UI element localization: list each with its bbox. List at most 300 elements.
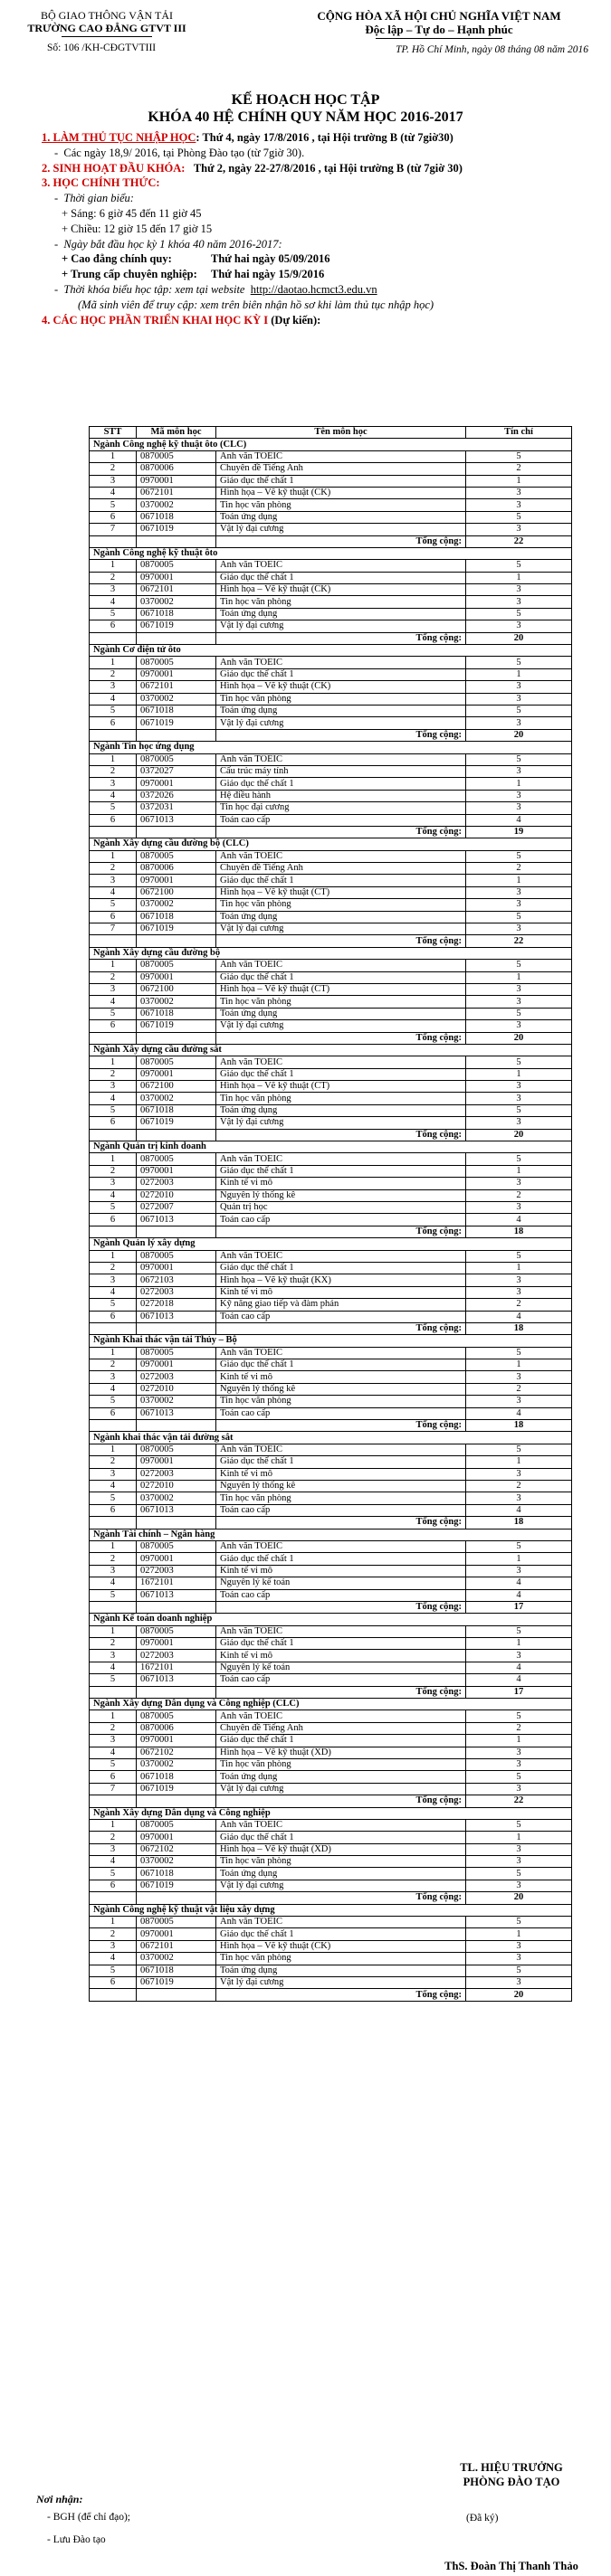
course-name: Tin học văn phòng bbox=[216, 899, 466, 911]
course-code: 0370002 bbox=[137, 996, 216, 1008]
course-name: Giáo dục thể chất 1 bbox=[216, 572, 466, 583]
course-credits: 3 bbox=[466, 790, 572, 801]
course-stt: 5 bbox=[90, 1965, 137, 1976]
group-name: Ngành Kế toán doanh nghiệp bbox=[90, 1614, 572, 1625]
course-code: 0671019 bbox=[137, 923, 216, 935]
course-row bbox=[90, 1868, 572, 1880]
course-credits: 3 bbox=[466, 584, 572, 596]
course-credits: 1 bbox=[466, 1832, 572, 1843]
course-name: Tin học văn phòng bbox=[216, 1758, 466, 1770]
course-stt: 7 bbox=[90, 1783, 137, 1795]
national-motto: Độc lập – Tự do – Hạnh phúc bbox=[365, 23, 513, 36]
course-row bbox=[90, 1540, 572, 1552]
course-credits: 5 bbox=[466, 1347, 572, 1359]
document-number: Số: 106 /KH-CĐGTVTIII bbox=[47, 43, 157, 53]
course-stt: 6 bbox=[90, 1407, 137, 1419]
course-stt: 6 bbox=[90, 911, 137, 923]
course-row bbox=[90, 899, 572, 911]
course-row bbox=[90, 1311, 572, 1322]
course-row bbox=[90, 1081, 572, 1093]
item-enrollment-text: : Thứ 4, ngày 17/8/2016 , tại Hội trường B (từ 7giờ30) bbox=[196, 131, 453, 144]
course-row bbox=[90, 1589, 572, 1601]
course-row bbox=[90, 1638, 572, 1650]
group-name: Ngành Tin học ứng dụng bbox=[90, 742, 572, 753]
course-name: Vật lý đại cương bbox=[216, 620, 466, 632]
total-credits: 18 bbox=[466, 1517, 572, 1529]
issuer-block bbox=[16, 9, 197, 53]
course-row bbox=[90, 1383, 572, 1395]
total-spacer bbox=[90, 1129, 137, 1141]
group-name: Ngành Xây dựng Dân dụng và Công nghiệp (CLC) bbox=[90, 1699, 572, 1710]
course-code: 0970001 bbox=[137, 1456, 216, 1468]
course-stt: 2 bbox=[90, 572, 137, 583]
course-code: 0870005 bbox=[137, 1250, 216, 1262]
course-stt: 2 bbox=[90, 1165, 137, 1177]
course-code: 0870005 bbox=[137, 657, 216, 668]
course-code: 0870005 bbox=[137, 450, 216, 462]
total-row bbox=[90, 632, 572, 644]
course-credits: 5 bbox=[466, 1250, 572, 1262]
course-stt: 3 bbox=[90, 983, 137, 995]
course-code: 0370002 bbox=[137, 1953, 216, 1965]
total-credits: 20 bbox=[466, 1892, 572, 1904]
timetable-label: - Thời gian biểu: bbox=[54, 192, 134, 205]
course-credits: 3 bbox=[466, 1758, 572, 1770]
course-credits: 1 bbox=[466, 1735, 572, 1747]
course-code: 0970001 bbox=[137, 1165, 216, 1177]
total-row bbox=[90, 729, 572, 741]
course-credits: 4 bbox=[466, 1214, 572, 1226]
course-row bbox=[90, 814, 572, 826]
course-code: 0671019 bbox=[137, 524, 216, 535]
item-orientation bbox=[42, 161, 603, 176]
course-name: Tin học văn phòng bbox=[216, 1856, 466, 1868]
title-line-1: KẾ HOẠCH HỌC TẬP bbox=[231, 92, 380, 108]
course-code: 0272003 bbox=[137, 1178, 216, 1189]
course-code: 0671019 bbox=[137, 1020, 216, 1032]
total-spacer bbox=[137, 1686, 216, 1698]
course-code: 0370002 bbox=[137, 1396, 216, 1407]
course-code: 0272007 bbox=[137, 1202, 216, 1214]
course-stt: 5 bbox=[90, 1492, 137, 1504]
course-row bbox=[90, 1492, 572, 1504]
signer-title: TL. HIỆU TRƯỞNG PHÒNG ĐÀO TẠO bbox=[460, 2461, 563, 2488]
total-row bbox=[90, 1517, 572, 1529]
total-spacer bbox=[90, 1322, 137, 1334]
course-row bbox=[90, 863, 572, 875]
course-row bbox=[90, 1843, 572, 1855]
course-row bbox=[90, 850, 572, 862]
course-name: Kinh tế vi mô bbox=[216, 1286, 466, 1298]
course-code: 0870005 bbox=[137, 1710, 216, 1722]
item-orientation-label: 2. SINH HOẠT ĐẦU KHÓA: bbox=[42, 161, 186, 175]
course-stt: 6 bbox=[90, 1880, 137, 1891]
total-spacer bbox=[90, 729, 137, 741]
course-stt: 1 bbox=[90, 1444, 137, 1455]
total-credits: 17 bbox=[466, 1686, 572, 1698]
course-stt: 3 bbox=[90, 1843, 137, 1855]
course-credits: 3 bbox=[466, 1783, 572, 1795]
course-name: Kinh tế vi mô bbox=[216, 1178, 466, 1189]
course-code: 0970001 bbox=[137, 1638, 216, 1650]
course-credits: 1 bbox=[466, 1456, 572, 1468]
course-code: 0370002 bbox=[137, 596, 216, 608]
course-credits: 3 bbox=[466, 1117, 572, 1129]
course-credits: 5 bbox=[466, 511, 572, 523]
total-spacer bbox=[90, 1032, 137, 1044]
course-credits: 5 bbox=[466, 1917, 572, 1928]
course-code: 0671018 bbox=[137, 511, 216, 523]
course-name: Giáo dục thể chất 1 bbox=[216, 668, 466, 680]
group-name: Ngành Cơ điện tử ôto bbox=[90, 645, 572, 657]
course-name: Quản trị học bbox=[216, 1202, 466, 1214]
course-code: 0370002 bbox=[137, 693, 216, 705]
course-stt: 3 bbox=[90, 875, 137, 886]
college-start: + Cao đẳng chính quy: Thứ hai ngày 05/09/2016 bbox=[62, 252, 330, 266]
course-stt: 5 bbox=[90, 1758, 137, 1770]
course-row bbox=[90, 1735, 572, 1747]
signer-name: ThS. Đoàn Thị Thanh Thảo bbox=[444, 2560, 578, 2572]
course-row bbox=[90, 1674, 572, 1686]
course-row bbox=[90, 1202, 572, 1214]
course-row bbox=[90, 1783, 572, 1795]
national-motto-block bbox=[272, 9, 606, 55]
course-stt: 4 bbox=[90, 487, 137, 498]
course-credits: 3 bbox=[466, 1202, 572, 1214]
course-row bbox=[90, 923, 572, 935]
course-name: Chuyên đề Tiếng Anh bbox=[216, 1722, 466, 1734]
course-row bbox=[90, 668, 572, 680]
total-credits: 20 bbox=[466, 1129, 572, 1141]
total-row bbox=[90, 1420, 572, 1432]
course-credits: 2 bbox=[466, 1299, 572, 1311]
course-credits: 2 bbox=[466, 1480, 572, 1492]
course-stt: 1 bbox=[90, 1347, 137, 1359]
course-credits: 1 bbox=[466, 778, 572, 790]
course-stt: 3 bbox=[90, 1178, 137, 1189]
course-name: Vật lý đại cương bbox=[216, 717, 466, 729]
course-row bbox=[90, 1250, 572, 1262]
course-credits: 5 bbox=[466, 608, 572, 620]
course-code: 0372027 bbox=[137, 765, 216, 777]
course-credits: 5 bbox=[466, 1104, 572, 1116]
course-name: Hình họa – Vẽ kỹ thuật (CK) bbox=[216, 681, 466, 693]
course-name: Chuyên đề Tiếng Anh bbox=[216, 863, 466, 875]
course-row bbox=[90, 886, 572, 898]
course-code: 0370002 bbox=[137, 1856, 216, 1868]
course-row bbox=[90, 1104, 572, 1116]
course-credits: 3 bbox=[466, 923, 572, 935]
course-credits: 3 bbox=[466, 1940, 572, 1952]
course-code: 0372031 bbox=[137, 802, 216, 814]
course-stt: 1 bbox=[90, 1710, 137, 1722]
course-row bbox=[90, 1577, 572, 1589]
course-stt: 4 bbox=[90, 693, 137, 705]
course-name: Giáo dục thể chất 1 bbox=[216, 971, 466, 983]
course-code: 0870006 bbox=[137, 863, 216, 875]
course-credits: 2 bbox=[466, 1383, 572, 1395]
course-credits: 5 bbox=[466, 1008, 572, 1019]
total-row bbox=[90, 1601, 572, 1613]
course-credits: 5 bbox=[466, 911, 572, 923]
course-credits: 1 bbox=[466, 1262, 572, 1274]
course-code: 0671018 bbox=[137, 1868, 216, 1880]
course-credits: 2 bbox=[466, 863, 572, 875]
course-code: 0272010 bbox=[137, 1383, 216, 1395]
course-row bbox=[90, 1625, 572, 1637]
course-row bbox=[90, 1977, 572, 1989]
course-code: 0672101 bbox=[137, 1940, 216, 1952]
total-row bbox=[90, 1795, 572, 1807]
plan-items bbox=[42, 130, 603, 327]
course-credits: 3 bbox=[466, 1274, 572, 1286]
total-spacer bbox=[137, 1322, 216, 1334]
course-row bbox=[90, 475, 572, 487]
course-code: 0672102 bbox=[137, 1843, 216, 1855]
course-name: Kỹ năng giao tiếp và đàm phán bbox=[216, 1299, 466, 1311]
course-code: 0372026 bbox=[137, 790, 216, 801]
semester-start-line: - Ngày bắt đầu học kỳ 1 khóa 40 năm 2016-2017: bbox=[54, 237, 282, 251]
course-credits: 5 bbox=[466, 1056, 572, 1068]
course-name: Anh văn TOEIC bbox=[216, 1347, 466, 1359]
course-stt: 5 bbox=[90, 899, 137, 911]
course-code: 0671019 bbox=[137, 1977, 216, 1989]
item-courses bbox=[42, 313, 603, 328]
course-stt: 5 bbox=[90, 608, 137, 620]
course-code: 0870005 bbox=[137, 1819, 216, 1831]
course-stt: 5 bbox=[90, 1202, 137, 1214]
document-title bbox=[0, 91, 611, 126]
course-code: 0870005 bbox=[137, 753, 216, 765]
course-code: 0970001 bbox=[137, 1262, 216, 1274]
student-id-note: (Mã sinh viên để truy cập: xem trên biên nhận hồ sơ khi làm thủ tục nhập học) bbox=[78, 298, 434, 311]
course-row bbox=[90, 1832, 572, 1843]
course-name: Toán cao cấp bbox=[216, 1504, 466, 1516]
course-code: 0970001 bbox=[137, 971, 216, 983]
course-row bbox=[90, 1274, 572, 1286]
document-header bbox=[0, 9, 611, 85]
recipient-archive: - Lưu Đào tạo bbox=[47, 2534, 106, 2545]
course-credits: 5 bbox=[466, 1444, 572, 1455]
course-stt: 3 bbox=[90, 1081, 137, 1093]
group-row bbox=[90, 1699, 572, 1710]
course-stt: 3 bbox=[90, 1468, 137, 1480]
total-row bbox=[90, 1226, 572, 1237]
course-name: Hình họa – Vẽ kỹ thuật (KX) bbox=[216, 1274, 466, 1286]
course-row bbox=[90, 911, 572, 923]
total-row bbox=[90, 826, 572, 838]
course-credits: 5 bbox=[466, 1965, 572, 1976]
course-row bbox=[90, 765, 572, 777]
course-plan-table bbox=[89, 426, 572, 2002]
course-code: 0870005 bbox=[137, 1153, 216, 1165]
course-code: 0671013 bbox=[137, 1407, 216, 1419]
course-name: Vật lý đại cương bbox=[216, 1880, 466, 1891]
course-stt: 2 bbox=[90, 863, 137, 875]
course-credits: 3 bbox=[466, 717, 572, 729]
course-stt: 6 bbox=[90, 1214, 137, 1226]
course-credits: 3 bbox=[466, 1565, 572, 1577]
total-label: Tổng cộng: bbox=[216, 1322, 466, 1334]
course-stt: 2 bbox=[90, 1359, 137, 1371]
course-row bbox=[90, 1262, 572, 1274]
course-row bbox=[90, 681, 572, 693]
course-row bbox=[90, 1020, 572, 1032]
course-name: Anh văn TOEIC bbox=[216, 1250, 466, 1262]
course-name: Toán cao cấp bbox=[216, 1674, 466, 1686]
course-stt: 1 bbox=[90, 657, 137, 668]
course-credits: 5 bbox=[466, 1153, 572, 1165]
course-credits: 4 bbox=[466, 1577, 572, 1589]
group-row bbox=[90, 1432, 572, 1444]
course-stt: 5 bbox=[90, 1589, 137, 1601]
course-name: Nguyên lý thống kê bbox=[216, 1189, 466, 1201]
item-enrollment-sub: - Các ngày 18,9/ 2016, tại Phòng Đào tạo (từ 7giờ 30). bbox=[54, 146, 305, 159]
course-name: Toán cao cấp bbox=[216, 1214, 466, 1226]
course-credits: 3 bbox=[466, 1371, 572, 1383]
course-credits: 5 bbox=[466, 560, 572, 572]
course-row bbox=[90, 1165, 572, 1177]
course-row bbox=[90, 996, 572, 1008]
course-name: Hệ điều hành bbox=[216, 790, 466, 801]
course-stt: 3 bbox=[90, 1735, 137, 1747]
group-row bbox=[90, 1614, 572, 1625]
course-code: 1672101 bbox=[137, 1662, 216, 1673]
course-row bbox=[90, 1286, 572, 1298]
course-row bbox=[90, 524, 572, 535]
course-code: 0370002 bbox=[137, 499, 216, 511]
course-code: 0970001 bbox=[137, 1553, 216, 1565]
course-credits: 3 bbox=[466, 1020, 572, 1032]
total-label: Tổng cộng: bbox=[216, 1686, 466, 1698]
timetable-link[interactable]: http://daotao.hcmct3.edu.vn bbox=[250, 282, 377, 296]
course-credits: 4 bbox=[466, 814, 572, 826]
course-code: 0671018 bbox=[137, 608, 216, 620]
course-name: Giáo dục thể chất 1 bbox=[216, 1165, 466, 1177]
course-stt: 3 bbox=[90, 778, 137, 790]
course-name: Cấu trúc máy tính bbox=[216, 765, 466, 777]
course-stt: 6 bbox=[90, 620, 137, 632]
course-stt: 7 bbox=[90, 923, 137, 935]
course-row bbox=[90, 657, 572, 668]
total-row bbox=[90, 535, 572, 547]
total-spacer bbox=[137, 1601, 216, 1613]
course-row bbox=[90, 971, 572, 983]
total-spacer bbox=[137, 1032, 216, 1044]
course-name: Anh văn TOEIC bbox=[216, 1056, 466, 1068]
course-code: 0272003 bbox=[137, 1468, 216, 1480]
course-code: 0870005 bbox=[137, 1540, 216, 1552]
course-stt: 5 bbox=[90, 1299, 137, 1311]
course-code: 0870005 bbox=[137, 850, 216, 862]
course-row bbox=[90, 753, 572, 765]
course-row bbox=[90, 717, 572, 729]
total-spacer bbox=[137, 632, 216, 644]
course-row bbox=[90, 450, 572, 462]
course-name: Toán ứng dụng bbox=[216, 911, 466, 923]
group-row bbox=[90, 1238, 572, 1250]
course-code: 0870005 bbox=[137, 1917, 216, 1928]
course-credits: 1 bbox=[466, 1553, 572, 1565]
course-name: Hình họa – Vẽ kỹ thuật (CK) bbox=[216, 1940, 466, 1952]
course-stt: 4 bbox=[90, 1662, 137, 1673]
course-credits: 5 bbox=[466, 960, 572, 971]
total-spacer bbox=[137, 826, 216, 838]
course-code: 0870005 bbox=[137, 1625, 216, 1637]
course-name: Anh văn TOEIC bbox=[216, 1819, 466, 1831]
course-row bbox=[90, 1771, 572, 1783]
course-code: 0970001 bbox=[137, 1928, 216, 1940]
total-spacer bbox=[137, 1129, 216, 1141]
course-code: 0672100 bbox=[137, 886, 216, 898]
course-code: 0672101 bbox=[137, 584, 216, 596]
course-row bbox=[90, 1407, 572, 1419]
issuer-underline bbox=[62, 36, 152, 37]
course-code: 0370002 bbox=[137, 1758, 216, 1770]
course-row bbox=[90, 620, 572, 632]
course-row bbox=[90, 802, 572, 814]
course-code: 0671013 bbox=[137, 1311, 216, 1322]
course-credits: 3 bbox=[466, 1468, 572, 1480]
recipients-label: Nơi nhận: bbox=[36, 2493, 83, 2505]
course-credits: 1 bbox=[466, 1928, 572, 1940]
course-stt: 2 bbox=[90, 1456, 137, 1468]
total-spacer bbox=[137, 1892, 216, 1904]
course-row bbox=[90, 1480, 572, 1492]
course-stt: 1 bbox=[90, 1917, 137, 1928]
course-code: 0671019 bbox=[137, 1117, 216, 1129]
course-row bbox=[90, 1468, 572, 1480]
course-code: 0370002 bbox=[137, 899, 216, 911]
course-credits: 3 bbox=[466, 596, 572, 608]
course-code: 0672103 bbox=[137, 1274, 216, 1286]
course-name: Giáo dục thể chất 1 bbox=[216, 875, 466, 886]
course-stt: 2 bbox=[90, 1928, 137, 1940]
total-label: Tổng cộng: bbox=[216, 826, 466, 838]
course-credits: 3 bbox=[466, 1650, 572, 1662]
course-row bbox=[90, 1444, 572, 1455]
course-row bbox=[90, 1456, 572, 1468]
course-stt: 1 bbox=[90, 753, 137, 765]
total-credits: 20 bbox=[466, 729, 572, 741]
course-credits: 1 bbox=[466, 1165, 572, 1177]
course-stt: 1 bbox=[90, 1625, 137, 1637]
course-stt: 4 bbox=[90, 1189, 137, 1201]
course-name: Giáo dục thể chất 1 bbox=[216, 475, 466, 487]
total-spacer bbox=[90, 535, 137, 547]
course-name: Anh văn TOEIC bbox=[216, 1917, 466, 1928]
total-row bbox=[90, 1989, 572, 2001]
course-code: 0671013 bbox=[137, 1674, 216, 1686]
course-credits: 3 bbox=[466, 1093, 572, 1104]
timetable-website: - Thời khóa biểu học tập: xem tại website http://daotao.hcmct3.edu.vn bbox=[54, 282, 377, 296]
item-orientation-text: Thứ 2, ngày 22-27/8/2016 , tại Hội trường B (từ 7giờ 30) bbox=[193, 161, 463, 175]
course-name: Toán cao cấp bbox=[216, 1589, 466, 1601]
group-row bbox=[90, 547, 572, 559]
course-credits: 5 bbox=[466, 1625, 572, 1637]
total-label: Tổng cộng: bbox=[216, 729, 466, 741]
course-stt: 6 bbox=[90, 717, 137, 729]
group-name: Ngành Tài chính – Ngân hàng bbox=[90, 1529, 572, 1540]
course-stt: 5 bbox=[90, 1104, 137, 1116]
total-spacer bbox=[90, 1989, 137, 2001]
course-row bbox=[90, 572, 572, 583]
course-row bbox=[90, 487, 572, 498]
total-row bbox=[90, 1129, 572, 1141]
group-name: Ngành Xây dựng cầu đường bộ bbox=[90, 947, 572, 959]
course-name: Toán ứng dụng bbox=[216, 1965, 466, 1976]
group-row bbox=[90, 1529, 572, 1540]
